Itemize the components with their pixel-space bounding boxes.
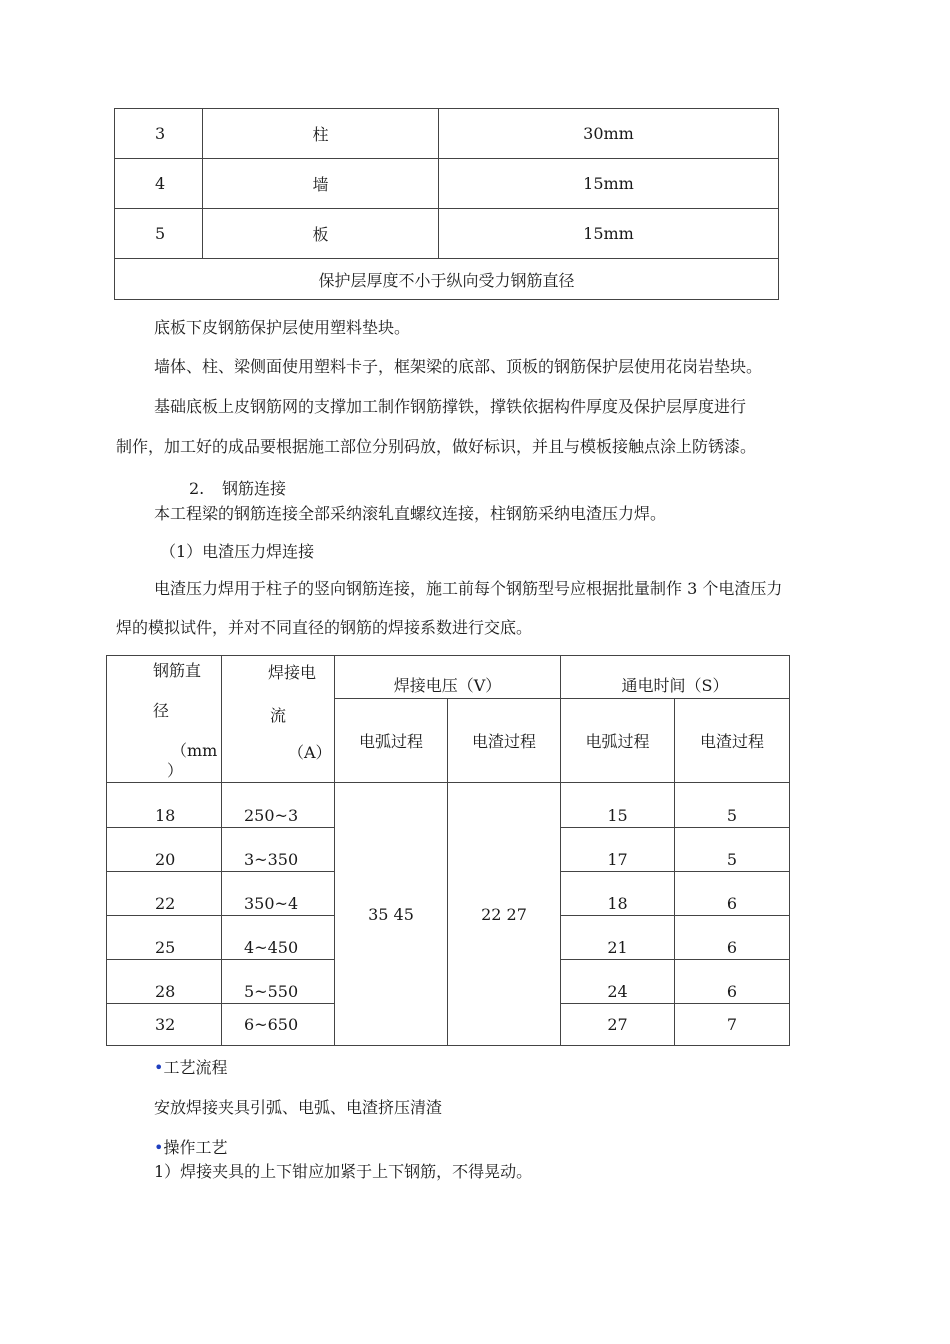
paragraph: 基础底板上皮钢筋网的支撑加工制作钢筋撑铁，撑铁依据构件厚度及保护层厚度进行: [154, 397, 747, 416]
header-voltage: 焊接电压（V）: [335, 656, 561, 699]
table-row: [115, 109, 779, 159]
cover-thickness: 15mm: [439, 159, 779, 209]
bullet-icon: •: [154, 1138, 164, 1157]
paragraph: 本工程梁的钢筋连接全部采纳滚轧直螺纹连接，柱钢筋采纳电渣压力焊。: [154, 504, 667, 523]
slag-time: 6: [675, 872, 790, 916]
row-number: 4: [115, 159, 203, 209]
diameter: 25: [107, 916, 222, 960]
header-time: 通电时间（S）: [561, 656, 790, 699]
slag-time: 5: [675, 828, 790, 872]
section-number: 2.: [189, 479, 205, 498]
arc-time: 24: [561, 960, 675, 1004]
arc-time: 18: [561, 872, 675, 916]
diameter: 22: [107, 872, 222, 916]
header-current: 焊接电 流 （A）: [222, 656, 335, 783]
component: 墙: [203, 159, 439, 209]
diameter: 20: [107, 828, 222, 872]
arc-time: 15: [561, 783, 675, 828]
arc-time: 27: [561, 1004, 675, 1046]
table-row: [107, 783, 790, 828]
current: 350~4: [222, 872, 335, 916]
header-arc-voltage: 电弧过程: [335, 699, 448, 783]
header-slag-voltage: 电渣过程: [448, 699, 561, 783]
diameter: 32: [107, 1004, 222, 1046]
table-note: 保护层厚度不小于纵向受力钢筋直径: [115, 259, 779, 300]
slag-time: 6: [675, 960, 790, 1004]
cover-thickness: 15mm: [439, 209, 779, 259]
slag-time: 7: [675, 1004, 790, 1046]
paragraph: 1）焊接夹具的上下钳应加紧于上下钢筋，不得晃动。: [154, 1162, 533, 1181]
paragraph: 墙体、柱、梁侧面使用塑料卡子，框架梁的底部、顶板的钢筋保护层使用花岗岩垫块。: [154, 357, 763, 376]
arc-voltage: 35 45: [335, 783, 448, 1046]
cover-thickness-table: [114, 108, 779, 300]
row-number: 3: [115, 109, 203, 159]
header-arc-time: 电弧过程: [561, 699, 675, 783]
paragraph: 制作，加工好的成品要根据施工部位分别码放，做好标识，并且与模板接触点涂上防锈漆。: [116, 437, 757, 456]
paragraph: 焊的模拟试件，并对不同直径的钢筋的焊接系数进行交底。: [116, 618, 533, 637]
paragraph: 电渣压力焊用于柱子的竖向钢筋连接，施工前每个钢筋型号应根据批量制作 3 个电渣压力: [154, 579, 783, 598]
diameter: 18: [107, 783, 222, 828]
cover-thickness: 30mm: [439, 109, 779, 159]
slag-voltage: 22 27: [448, 783, 561, 1046]
paragraph: 安放焊接夹具引弧、电弧、电渣挤压清渣: [154, 1098, 443, 1117]
current: 3~350: [222, 828, 335, 872]
component: 柱: [203, 109, 439, 159]
slag-time: 5: [675, 783, 790, 828]
table-row: [115, 159, 779, 209]
table-row: [115, 209, 779, 259]
slag-time: 6: [675, 916, 790, 960]
arc-time: 17: [561, 828, 675, 872]
table-note-row: [115, 259, 779, 300]
subsection-title: （1）电渣压力焊连接: [160, 542, 315, 561]
operation-heading: •操作工艺: [154, 1138, 228, 1157]
current: 5~550: [222, 960, 335, 1004]
component: 板: [203, 209, 439, 259]
current: 6~650: [222, 1004, 335, 1046]
row-number: 5: [115, 209, 203, 259]
diameter: 28: [107, 960, 222, 1004]
arc-time: 21: [561, 916, 675, 960]
header-diameter: 钢筋直 径 （mm ）: [107, 656, 222, 783]
process-heading: •工艺流程: [154, 1058, 228, 1077]
header-slag-time: 电渣过程: [675, 699, 790, 783]
welding-parameters-table: [106, 655, 790, 1046]
bullet-icon: •: [154, 1058, 164, 1077]
section-title: 钢筋连接: [222, 479, 287, 498]
paragraph: 底板下皮钢筋保护层使用塑料垫块。: [154, 318, 411, 337]
current: 250~3: [222, 783, 335, 828]
current: 4~450: [222, 916, 335, 960]
